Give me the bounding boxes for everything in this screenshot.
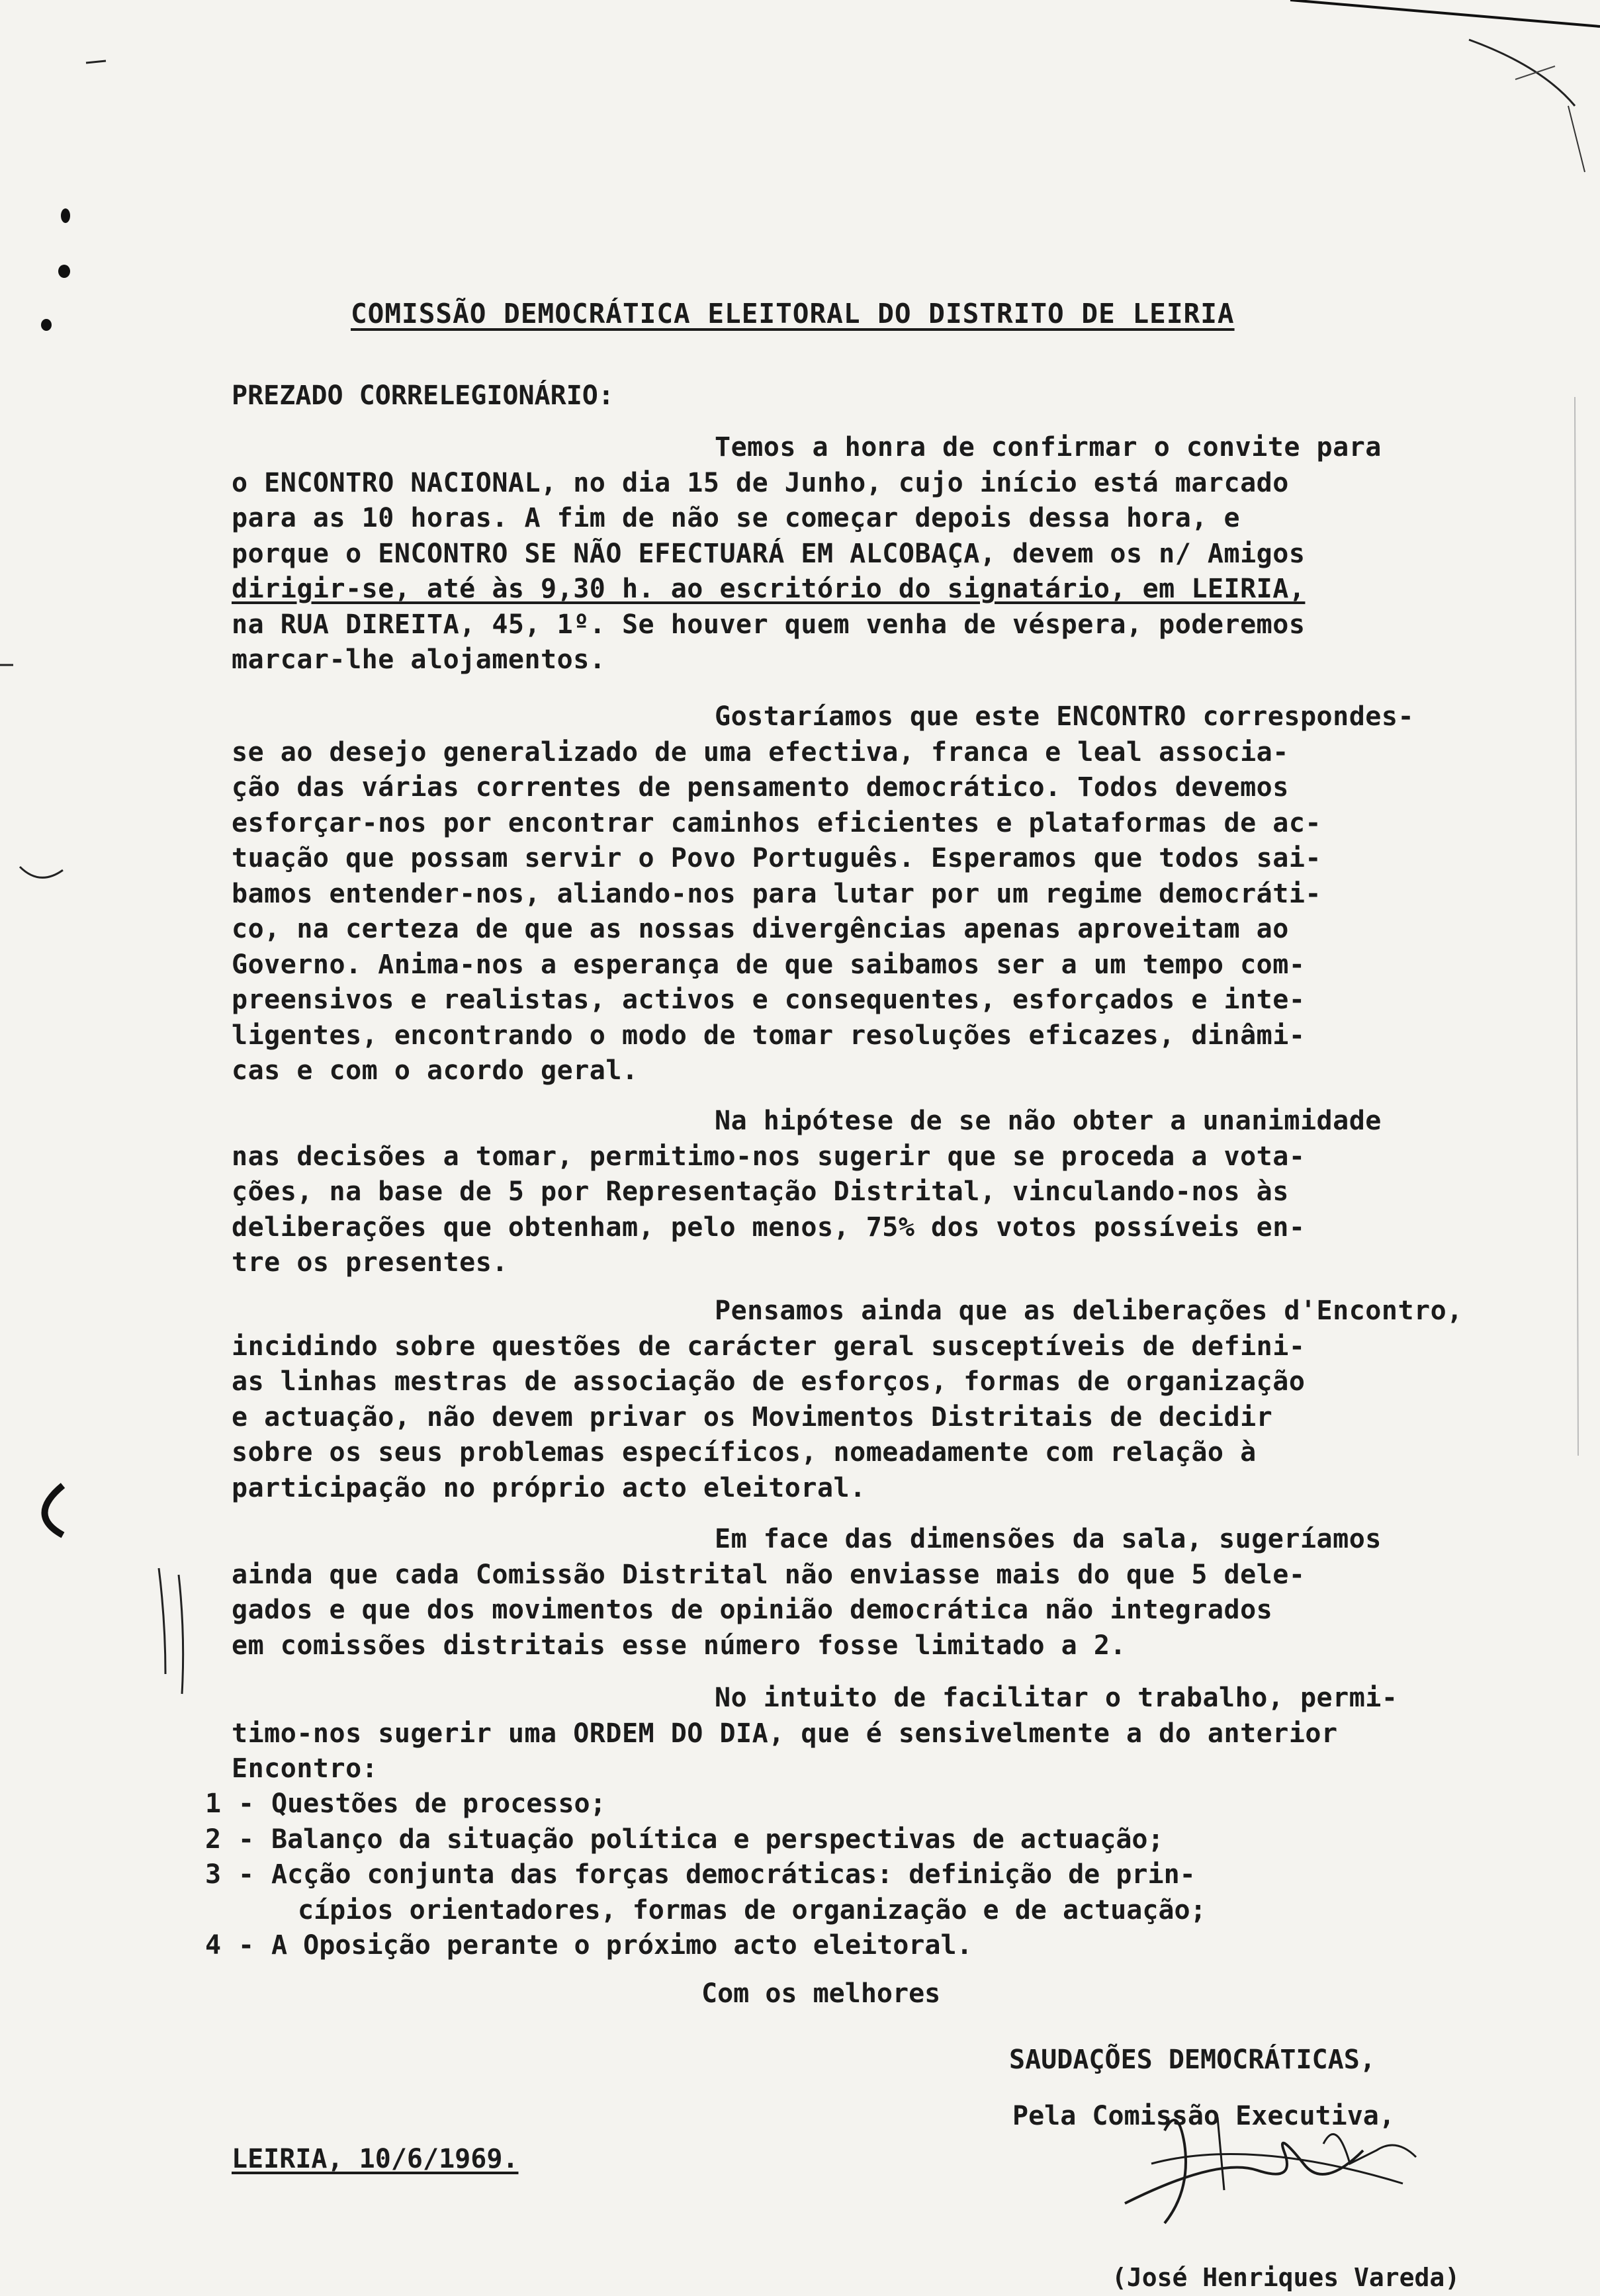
handwritten-signature [1085,2091,1482,2243]
paragraph-5 [232,1522,1542,1663]
agenda-item-text: Questões de processo; [271,1788,606,1819]
signer-line: Pela Comissão Executiva, [1012,2101,1395,2131]
paragraph-line: co, na certeza de que as nossas divergências apenas aproveitam ao [232,914,1289,944]
paragraph-line: Temos a honra de confirmar o convite para [715,432,1382,463]
paragraph-3 [232,1104,1542,1281]
paragraph-line: Encontro: [232,1753,378,1784]
agenda-item-dash: - [238,1824,255,1855]
scan-dot [61,208,70,223]
paragraph-line: as linhas mestras de associação de esforços, formas de organização [232,1366,1306,1397]
paragraph-line: deliberações que obtenham, pelo menos, 75% dos votos possíveis en- [232,1212,1306,1243]
agenda-item-dash: - [238,1788,255,1819]
paragraph-line: gados e que dos movimentos de opinião democrática não integrados [232,1595,1273,1625]
paragraph-line: dirigir-se, até às 9,30 h. ao escritório do signatário, em LEIRIA, [232,574,1306,604]
paragraph-line: incidindo sobre questões de carácter geral susceptíveis de defini- [232,1331,1306,1362]
agenda-item [205,1857,1555,1893]
paragraph-2 [232,699,1542,1089]
paragraph-line: o ENCONTRO NACIONAL, no dia 15 de Junho, cujo início está marcado [232,467,1289,498]
paragraph-line: participação no próprio acto eleitoral. [232,1472,866,1503]
paragraph-line: tuação que possam servir o Povo Português. Esperamos que todos sai- [232,843,1321,873]
agenda-item-number: 1 [205,1788,222,1819]
paragraph-line: Na hipótese de se não obter a unanimidade [715,1106,1382,1136]
document-title: COMISSÃO DEMOCRÁTICA ELEITORAL DO DISTRITO DE LEIRIA [351,298,1235,330]
paragraph-line: se ao desejo generalizado de uma efectiva, franca e leal associa- [232,736,1289,768]
paragraph-line: No intuito de facilitar o trabalho, permi- [715,1683,1398,1713]
scan-dot [41,319,52,331]
paragraph-line: Pensamos ainda que as deliberações d'Encontro, [715,1296,1463,1326]
paragraph-line: esforçar-nos por encontrar caminhos eficientes e plataformas de ac- [232,807,1321,838]
agenda-item-dash: - [238,1859,255,1890]
place-and-date: LEIRIA, 10/6/1969. [232,2144,519,2174]
paragraph-6 [232,1681,1542,1787]
agenda-item-text: Balanço da situação política e perspectivas de actuação; [271,1824,1164,1855]
agenda-item-continuation [205,1893,1555,1929]
greeting: SAUDAÇÕES DEMOCRÁTICAS, [1009,2045,1376,2075]
paragraph-line: para as 10 horas. A fim de não se começar depois dessa hora, e [232,503,1241,533]
paragraph-line: ainda que cada Comissão Distrital não enviasse mais do que 5 dele- [232,1559,1306,1590]
paragraph-1 [232,430,1542,678]
paragraph-line: nas decisões a tomar, permitimo-nos sugerir que se proceda a vota- [232,1141,1306,1172]
paragraph-line: preensivos e realistas, activos e consequentes, esforçados e inte- [232,985,1306,1015]
agenda-item-number: 2 [205,1824,222,1855]
paragraph-line: e actuação, não devem privar os Movimentos Distritais de decidir [232,1401,1273,1433]
paragraph-line: sobre os seus problemas específicos, nomeadamente com relação à [232,1437,1257,1468]
paragraph-line: timo-nos sugerir uma ORDEM DO DIA, que é sensivelmente a do anterior [232,1718,1338,1749]
closing-phrase: Com os melhores [701,1978,941,2009]
agenda-item [205,1787,1555,1822]
paragraph-line: em comissões distritais esse número fosse limitado a 2. [232,1630,1127,1661]
agenda-item [205,1928,1555,1964]
paragraph-line: na RUA DIREITA, 45, 1º. Se houver quem venha de véspera, poderemos [232,609,1306,640]
agenda-item [205,1822,1555,1858]
paragraph-4 [232,1294,1542,1506]
agenda-item-text: Acção conjunta das forças democráticas: definição de prin- [271,1859,1196,1890]
salutation: PREZADO CORRELEGIONÁRIO: [232,380,614,411]
paragraph-line: porque o ENCONTRO SE NÃO EFECTUARÁ EM ALCOBAÇA, devem os n/ Amigos [232,538,1306,569]
scan-dot [58,265,70,278]
paragraph-line: Em face das dimensões da sala, sugeríamos [715,1524,1382,1554]
paragraph-line: Governo. Anima-nos a esperança de que saibamos ser a um tempo com- [232,949,1306,980]
paragraph-line: ção das várias correntes de pensamento democrático. Todos devemos [232,772,1289,803]
paragraph-line: cas e com o acordo geral. [232,1055,639,1086]
printed-name: (José Henriques Vareda) [1112,2263,1460,2292]
agenda-item-text: cípios orientadores, formas de organização e de actuação; [298,1894,1206,1925]
paragraph-line: tre os presentes. [232,1247,508,1278]
agenda-item-text: A Oposição perante o próximo acto eleitoral. [271,1930,973,1961]
paragraph-line: bamos entender-nos, aliando-nos para lutar por um regime democráti- [232,878,1321,909]
agenda-item-dash: - [238,1930,255,1961]
paragraph-line: marcar-lhe alojamentos. [232,644,606,675]
paragraph-line: ções, na base de 5 por Representação Distrital, vinculando-nos às [232,1176,1289,1207]
agenda-list [205,1787,1555,1964]
paragraph-line: ligentes, encontrando o modo de tomar resoluções eficazes, dinâmi- [232,1020,1306,1051]
agenda-item-number: 4 [205,1930,222,1961]
paragraph-line: Gostaríamos que este ENCONTRO correspondes- [715,701,1415,732]
agenda-item-number: 3 [205,1859,222,1890]
